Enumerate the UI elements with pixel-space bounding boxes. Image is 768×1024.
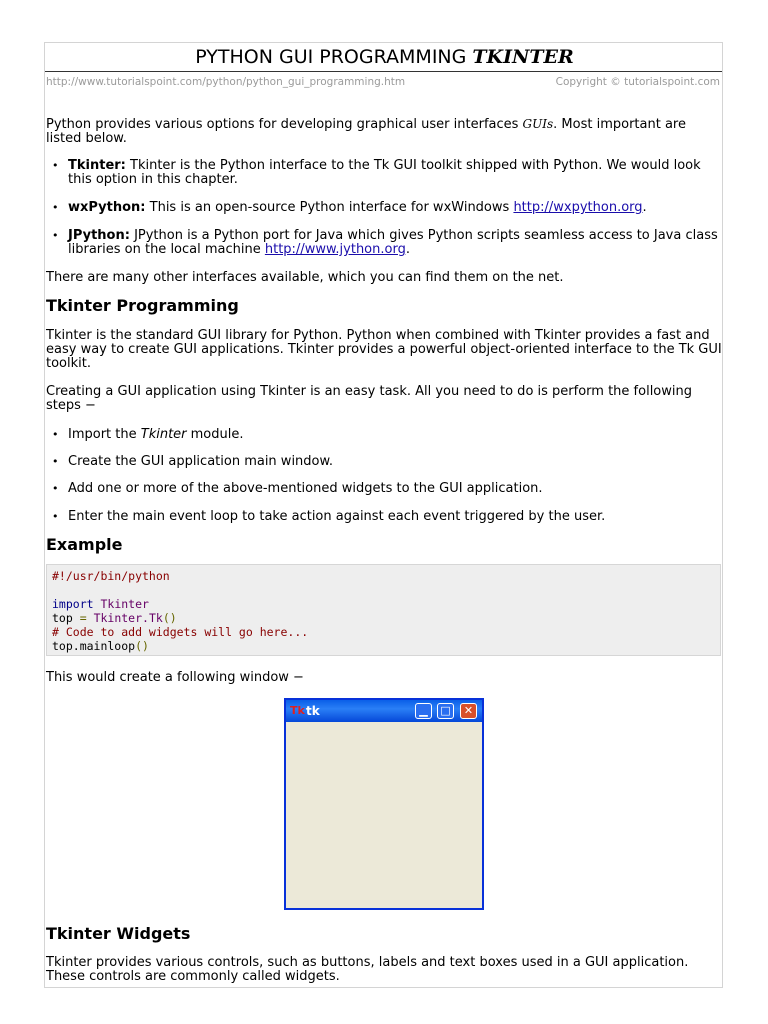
code-mainloop: top.mainloop <box>52 639 136 653</box>
example-heading: Example <box>46 535 123 554</box>
widgets-paragraph: Tkinter provides various controls, such as buttons, labels and text boxes used in a GUI application. These controls are commonly called widgets. <box>46 955 689 984</box>
other-interfaces-paragraph: There are many other interfaces available, which you can find them on the net. <box>46 270 564 285</box>
title-plain: PYTHON GUI PROGRAMMING <box>195 46 467 68</box>
step-item <box>68 510 718 524</box>
step-text: Create the GUI application main window. <box>68 454 334 469</box>
tk-app-icon: Tk <box>290 704 305 717</box>
step-item <box>68 428 718 442</box>
step-text: Add one or more of the above-mentioned widgets to the GUI application. <box>68 481 543 496</box>
title-rule <box>45 71 722 72</box>
intro-text-a: Python provides various options for developing graphical user interfaces <box>46 117 523 132</box>
option-term: JPython: <box>68 228 130 243</box>
step-text: Import the <box>68 427 141 442</box>
list-item-jpython <box>68 229 718 257</box>
option-tail: . <box>642 200 647 215</box>
intro-paragraph <box>46 117 722 146</box>
tkinter-widgets-heading: Tkinter Widgets <box>46 924 191 943</box>
minimize-icon: ▁ <box>415 703 432 719</box>
code-shebang: #!/usr/bin/python <box>52 569 170 583</box>
code-comment: # Code to add widgets will go here... <box>52 625 309 639</box>
step-text: Enter the main event loop to take action against each event triggered by the user. <box>68 509 606 524</box>
maximize-icon: □ <box>437 703 454 719</box>
step-item <box>68 482 718 496</box>
tk-title-bar <box>286 700 482 722</box>
document-page <box>44 42 723 988</box>
step-text-b: module. <box>186 427 244 442</box>
code-operator: = <box>79 611 87 625</box>
code-import-keyword: import <box>52 597 94 611</box>
close-icon: ✕ <box>460 703 477 719</box>
tk-window-title: tk <box>306 704 320 718</box>
option-tail: . <box>405 242 410 257</box>
jython-link[interactable]: http://www.jython.org <box>264 242 406 257</box>
wxpython-link[interactable]: http://wxpython.org <box>513 200 643 215</box>
code-module: Tkinter <box>93 597 149 611</box>
title-emphasis: TKINTER <box>472 46 574 68</box>
list-item-tkinter <box>68 159 718 187</box>
code-call: Tkinter.Tk <box>86 611 163 625</box>
option-text: Tkinter is the Python interface to the Tk GUI toolkit shipped with Python. We would look this option in this chapter. <box>68 158 701 187</box>
option-text: JPython is a Python port for Java which gives Python scripts seamless access to Java class libraries on the local machine <box>68 228 718 257</box>
copyright: Copyright © tutorialspoint.com <box>555 76 720 88</box>
intro-guis: GUIs <box>522 117 554 131</box>
tk-window-screenshot <box>284 698 484 910</box>
tkinter-intro-paragraph: Tkinter is the standard GUI library for Python. Python when combined with Tkinter provides a fast and easy way to create GUI applications. Tkinter provides a powerful object-oriented interface to the Tk GUI toolkit. <box>46 328 722 371</box>
tkinter-programming-heading: Tkinter Programming <box>46 296 239 315</box>
code-parens: () <box>135 639 149 653</box>
step-italic: Tkinter <box>140 427 187 442</box>
intro-text-b: . Most important are listed below. <box>46 117 686 146</box>
option-text: This is an open-source Python interface for wxWindows <box>145 200 514 215</box>
source-url: http://www.tutorialspoint.com/python/python_gui_programming.htm <box>46 76 406 88</box>
code-variable: top <box>52 611 80 625</box>
step-item <box>68 455 718 469</box>
steps-intro-paragraph: Creating a GUI application using Tkinter is an easy task. All you need to do is perform the following steps − <box>46 384 692 413</box>
window-caption: This would create a following window − <box>46 670 304 685</box>
code-block <box>46 564 721 656</box>
code-parens: () <box>162 611 177 625</box>
page-title <box>45 43 724 69</box>
option-term: Tkinter: <box>68 158 126 173</box>
option-term: wxPython: <box>68 200 146 215</box>
list-item-wxpython <box>68 201 718 215</box>
